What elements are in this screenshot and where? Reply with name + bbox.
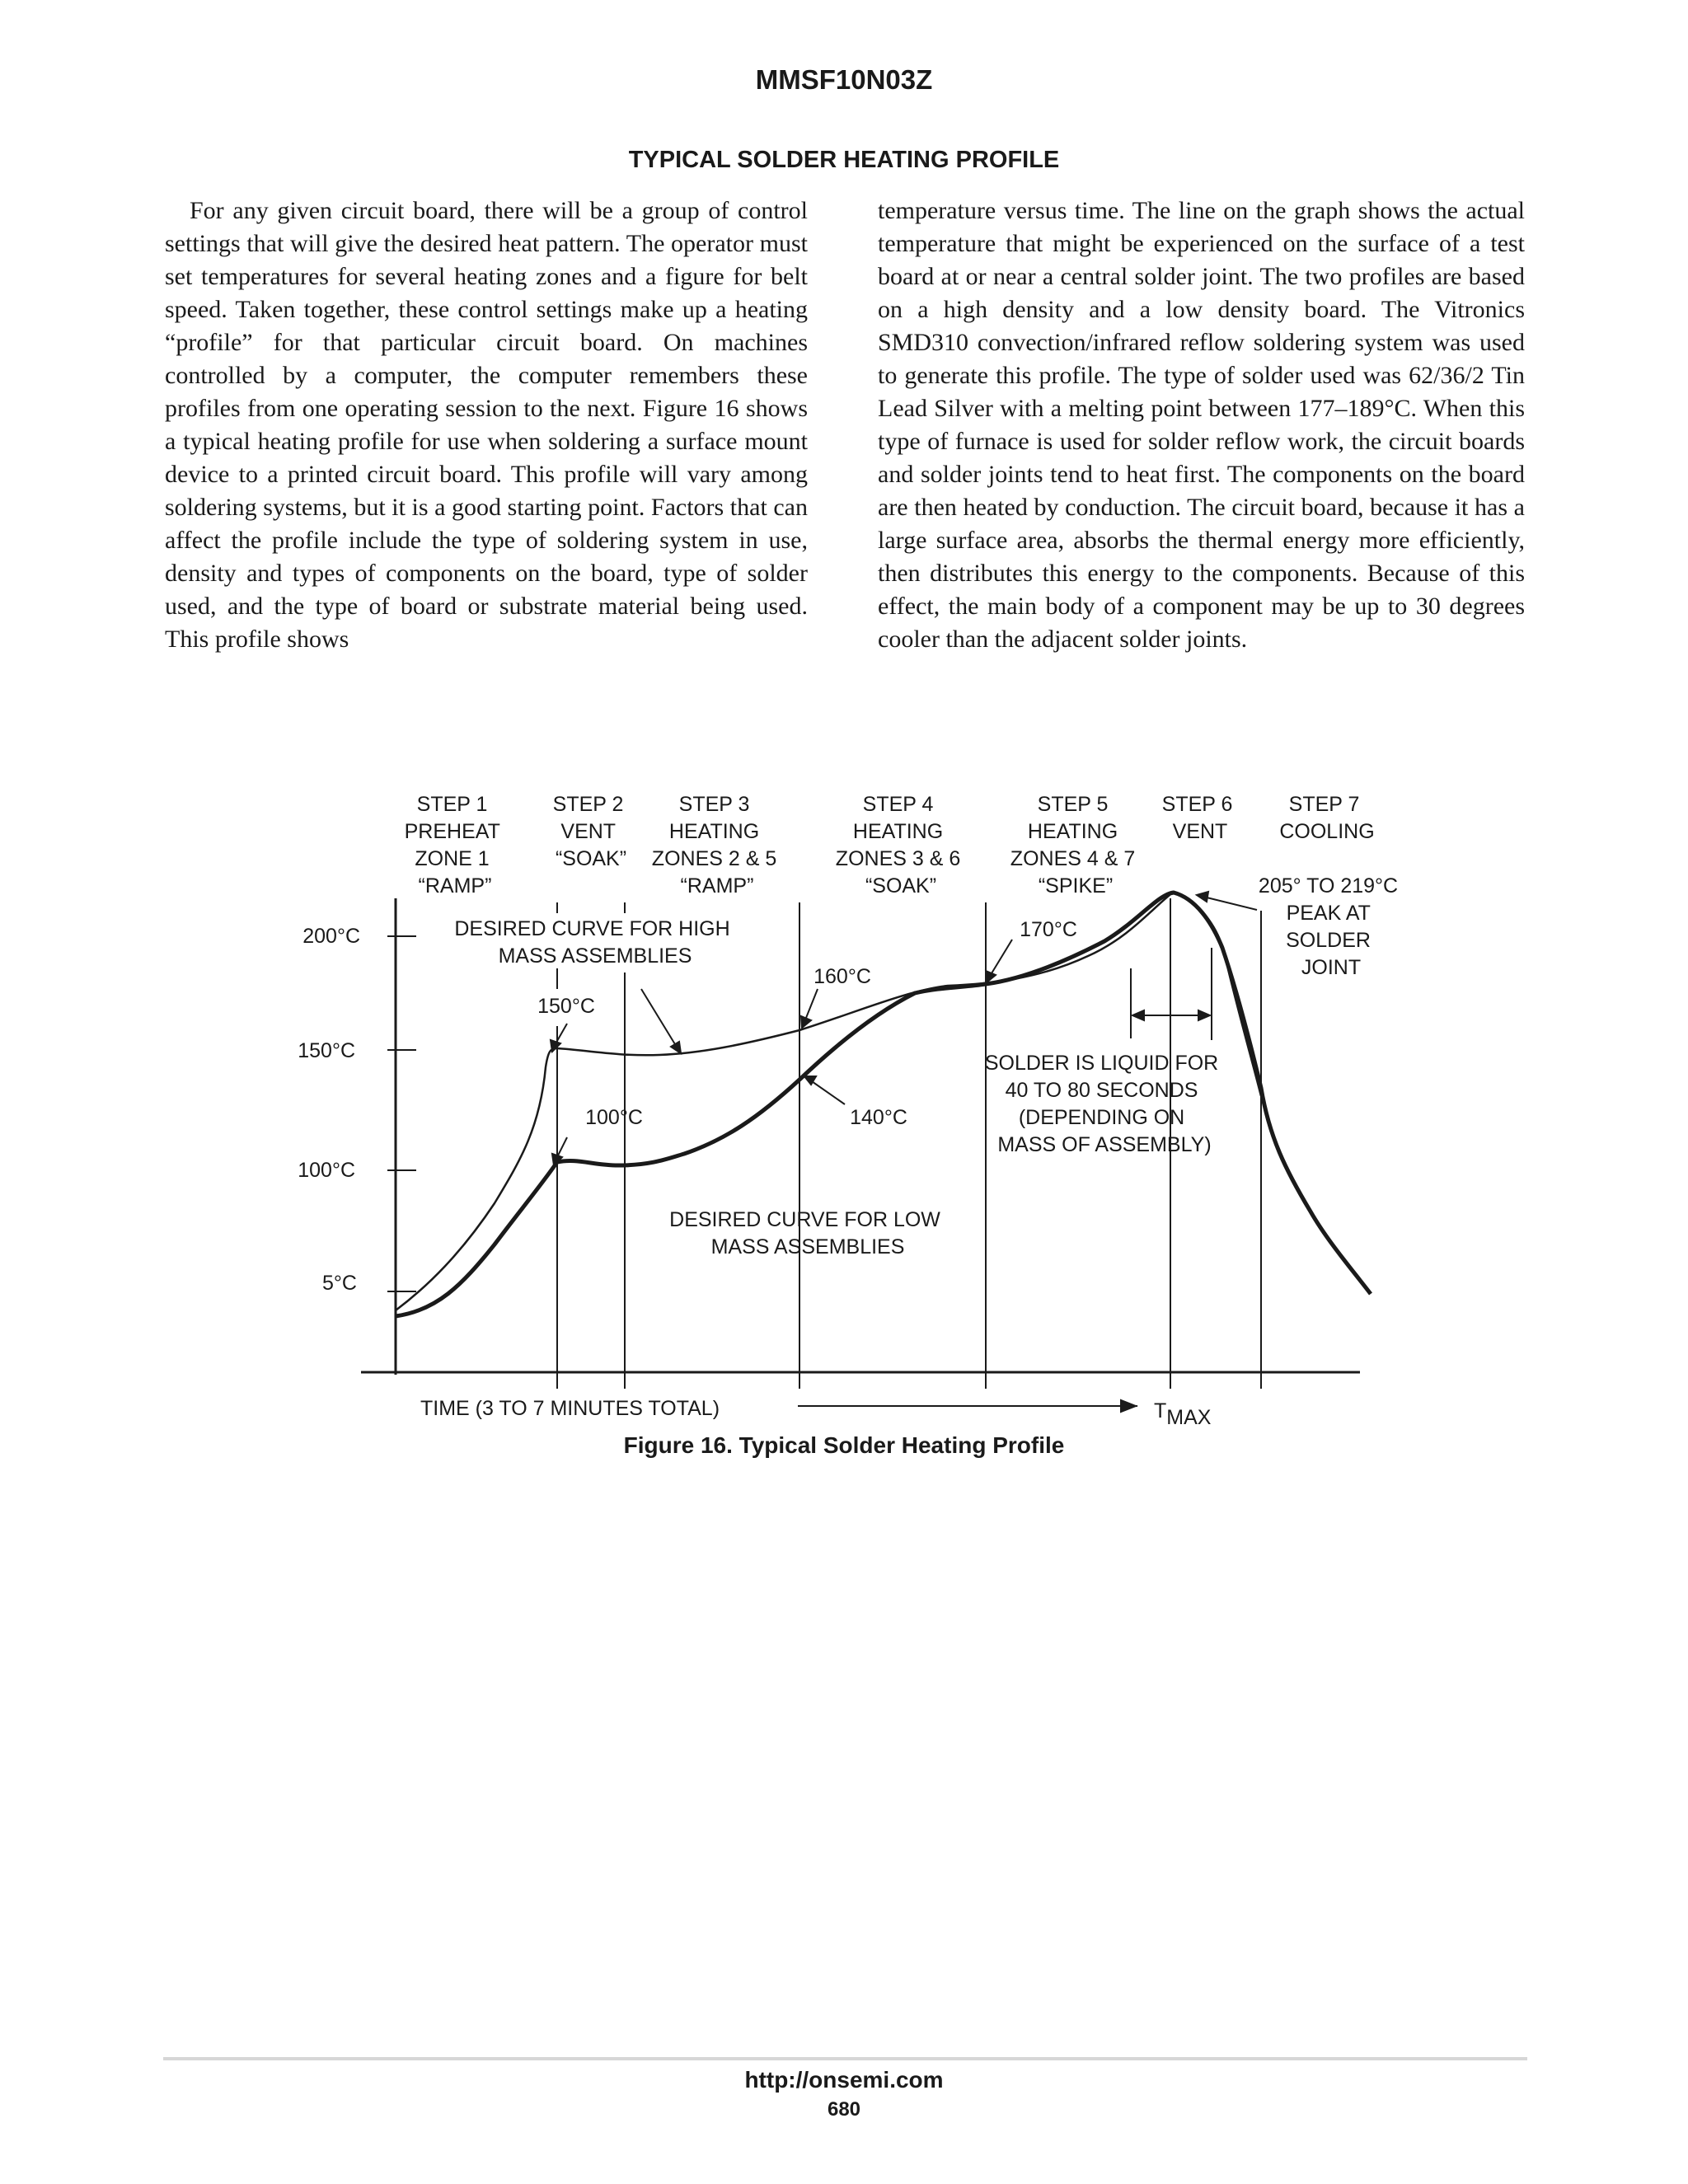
section-title: TYPICAL SOLDER HEATING PROFILE [628, 147, 1060, 173]
footer-divider [163, 2057, 1527, 2060]
label-140c: 140°C [850, 1106, 907, 1129]
page-number: 680 [827, 2098, 861, 2121]
label-100c: 100°C [585, 1106, 643, 1129]
y-ticks [387, 936, 416, 1291]
step-3-label: STEP 3 HEATING ZONES 2 & 5 “RAMP” [651, 793, 777, 898]
low-mass-curve-label: DESIRED CURVE FOR LOW MASS ASSEMBLIES [669, 1208, 940, 1258]
step-labels [405, 793, 1375, 898]
y-tick-150: 150°C [298, 1039, 355, 1062]
tmax-label: TMAX [1154, 1399, 1212, 1429]
y-tick-labels [298, 925, 360, 1295]
solder-liquid-label: SOLDER IS LIQUID FOR 40 TO 80 SECONDS (DEPENDING ON MASS OF ASSEMBLY) [984, 1052, 1219, 1156]
body-text-right-column: temperature versus time. The line on the graph shows the actual temperature that might be experienced on the surface of a test board at or near a central solder joint. The two profiles are based on a high density and a low density board. The Vitronics SMD310 convection/infrared reflow soldering system was used to generate this profile. The type of solder used was 62/36/2 Tin Lead Silver with a melting point between 177–189°C. When this type of furnace is used for solder reflow work, the circuit boards and solder joints tend to heat first. The components on the board are then heated by conduction. The circuit board, because it has a large surface area, absorbs the thermal energy more efficiently, then distributes this energy to the components. Because of this effect, the main body of a component may be up to 30 degrees cooler than the adjacent solder joints. [878, 197, 1525, 653]
step-5-label: STEP 5 HEATING ZONES 4 & 7 “SPIKE” [1010, 793, 1136, 898]
label-160c: 160°C [814, 965, 871, 988]
footer-url[interactable]: http://onsemi.com [744, 2067, 944, 2093]
label-170c: 170°C [1020, 918, 1077, 941]
figure-caption: Figure 16. Typical Solder Heating Profile [623, 1432, 1065, 1458]
y-tick-100: 100°C [298, 1159, 355, 1182]
part-number-header: MMSF10N03Z [755, 64, 933, 95]
label-150c: 150°C [537, 995, 595, 1018]
high-mass-curve-label: DESIRED CURVE FOR HIGH MASS ASSEMBLIES [454, 917, 730, 968]
y-tick-5: 5°C [322, 1272, 357, 1295]
body-text-left-column: For any given circuit board, there will be a group of control settings that will give the desired heat pattern. The operator must set temperatures for several heating zones and a figure for belt speed. Taken together, these control settings make up a heating “profile” for that particular circuit board. On machines controlled by a computer, the computer remembers these profiles from one operating session to the next. Figure 16 shows a typical heating profile for use when soldering a surface mount device to a printed circuit board. This profile will vary among soldering systems, but it is a good starting point. Factors that can affect the profile include the type of soldering system in use, density and types of components on the board, type of solder used, and the type of board or substrate material being used. This profile shows [165, 197, 808, 653]
peak-label: 205° TO 219°C PEAK AT SOLDER JOINT [1258, 874, 1399, 979]
x-axis-label: TIME (3 TO 7 MINUTES TOTAL) [420, 1397, 720, 1420]
step-2-label: STEP 2 VENT “SOAK” [552, 793, 627, 870]
step-6-label: STEP 6 VENT [1161, 793, 1233, 843]
step-4-label: STEP 4 HEATING ZONES 3 & 6 “SOAK” [835, 793, 961, 898]
step-1-label: STEP 1 PREHEAT ZONE 1 “RAMP” [404, 793, 500, 898]
step-7-label: STEP 7 COOLING [1279, 793, 1375, 843]
solder-heating-profile-figure [0, 775, 1688, 1434]
y-tick-200: 200°C [302, 925, 360, 948]
